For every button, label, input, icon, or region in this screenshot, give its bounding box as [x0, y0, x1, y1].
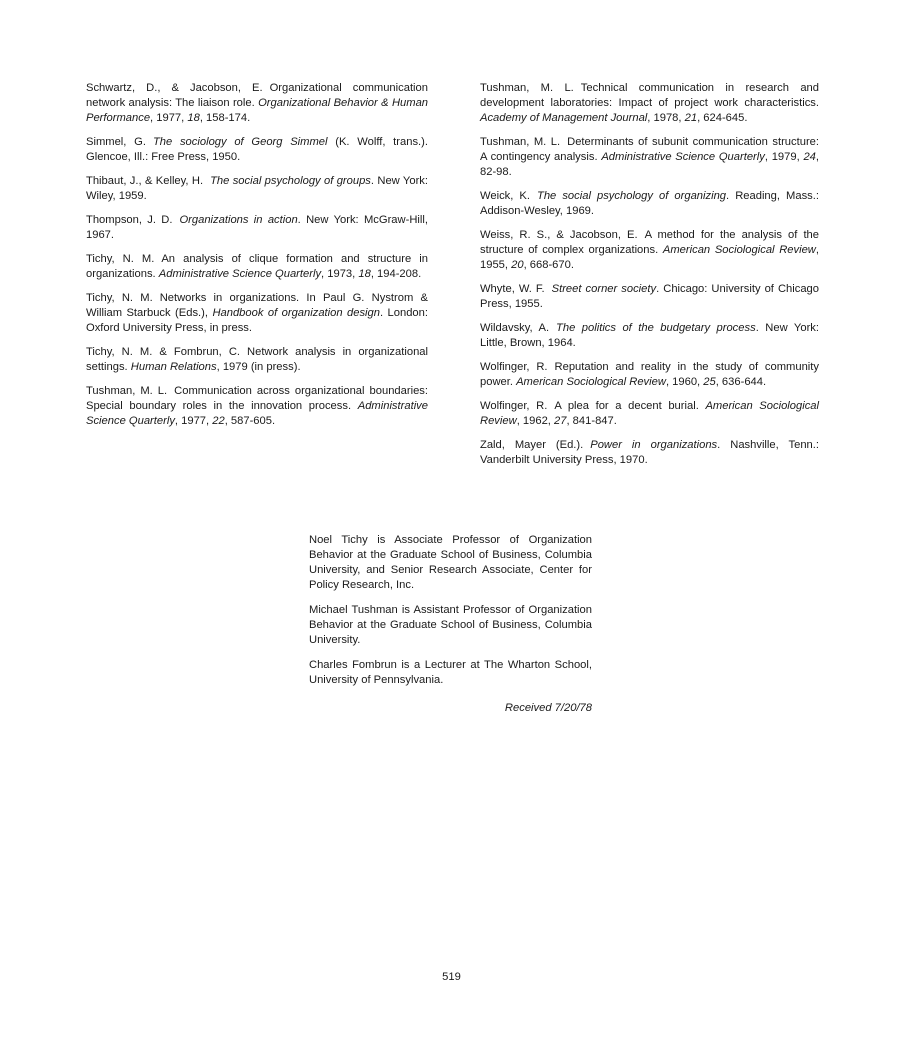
received-date: Received 7/20/78 [504, 702, 592, 714]
author-bio: Charles Fombrun is a Lecturer at The Wharton School, University of Pennsylvania. [309, 659, 592, 686]
reference-entry: Schwartz, D., & Jacobson, E. Organizational communication network analysis: The liaison role. Organizational Behavior & Human Performance, 1977, 18, 158-174. [86, 82, 429, 124]
reference-entry: Wolfinger, R. A plea for a decent burial. American Sociological Review, 1962, 27, 841-847. [480, 400, 820, 427]
reference-entry: Tushman, M. L. Technical communication in research and development laboratories: Impact of project work characteristics. Academy of Management Journal, 1978, 21, 624-645. [480, 82, 819, 124]
reference-entry: Thompson, J. D. Organizations in action. New York: McGraw-Hill, 1967. [86, 214, 428, 241]
reference-entry: Wolfinger, R. Reputation and reality in the study of community power. American Sociological Review, 1960, 25, 636-644. [480, 361, 819, 388]
author-bios [309, 533, 592, 716]
reference-entry: Whyte, W. F. Street corner society. Chicago: University of Chicago Press, 1955. [480, 283, 819, 310]
reference-entry: Simmel, G. The sociology of Georg Simmel (K. Wolff, trans.). Glencoe, Ill.: Free Press, 1950. [86, 136, 428, 163]
reference-entry: Tichy, N. M. An analysis of clique formation and structure in organizations. Administrative Science Quarterly, 1973, 18, 194-208. [86, 253, 429, 280]
author-bio: Noel Tichy is Associate Professor of Organization Behavior at the Graduate School of Business, Columbia University, and Senior Research Associate, Center for Policy Research, Inc. [309, 534, 592, 591]
reference-entry: Tichy, N. M. Networks in organizations. In Paul G. Nystrom & William Starbuck (Eds.), Handbook of organization design. London: Oxford University Press, in press. [86, 292, 428, 334]
reference-entry: Wildavsky, A. The politics of the budgetary process. New York: Little, Brown, 1964. [480, 322, 819, 349]
references-right-column [480, 81, 819, 477]
reference-entry: Thibaut, J., & Kelley, H. The social psychology of groups. New York: Wiley, 1959. [86, 175, 428, 202]
reference-entry: Tichy, N. M. & Fombrun, C. Network analysis in organizational settings. Human Relations, 1979 (in press). [86, 346, 428, 373]
reference-entry: Weiss, R. S., & Jacobson, E. A method for the analysis of the structure of complex organizations. American Sociological Review, 1955, 20, 668-670. [480, 229, 819, 271]
reference-entry: Tushman, M. L. Communication across organizational boundaries: Special boundary roles in the innovation process. Administrative Science Quarterly, 1977, 22, 587-605. [86, 385, 429, 427]
author-bio: Michael Tushman is Assistant Professor of Organization Behavior at the Graduate School of Business, Columbia University. [309, 604, 592, 646]
reference-entry: Weick, K. The social psychology of organizing. Reading, Mass.: Addison-Wesley, 1969. [480, 190, 819, 217]
reference-entry: Zald, Mayer (Ed.). Power in organizations. Nashville, Tenn.: Vanderbilt University Press, 1970. [480, 439, 819, 466]
reference-entry: Tushman, M. L. Determinants of subunit communication structure: A contingency analysis. Administrative Science Quarterly, 1979, 24, 82-98. [480, 136, 820, 178]
page-number: 519 [442, 971, 461, 983]
references-left-column [86, 81, 428, 438]
